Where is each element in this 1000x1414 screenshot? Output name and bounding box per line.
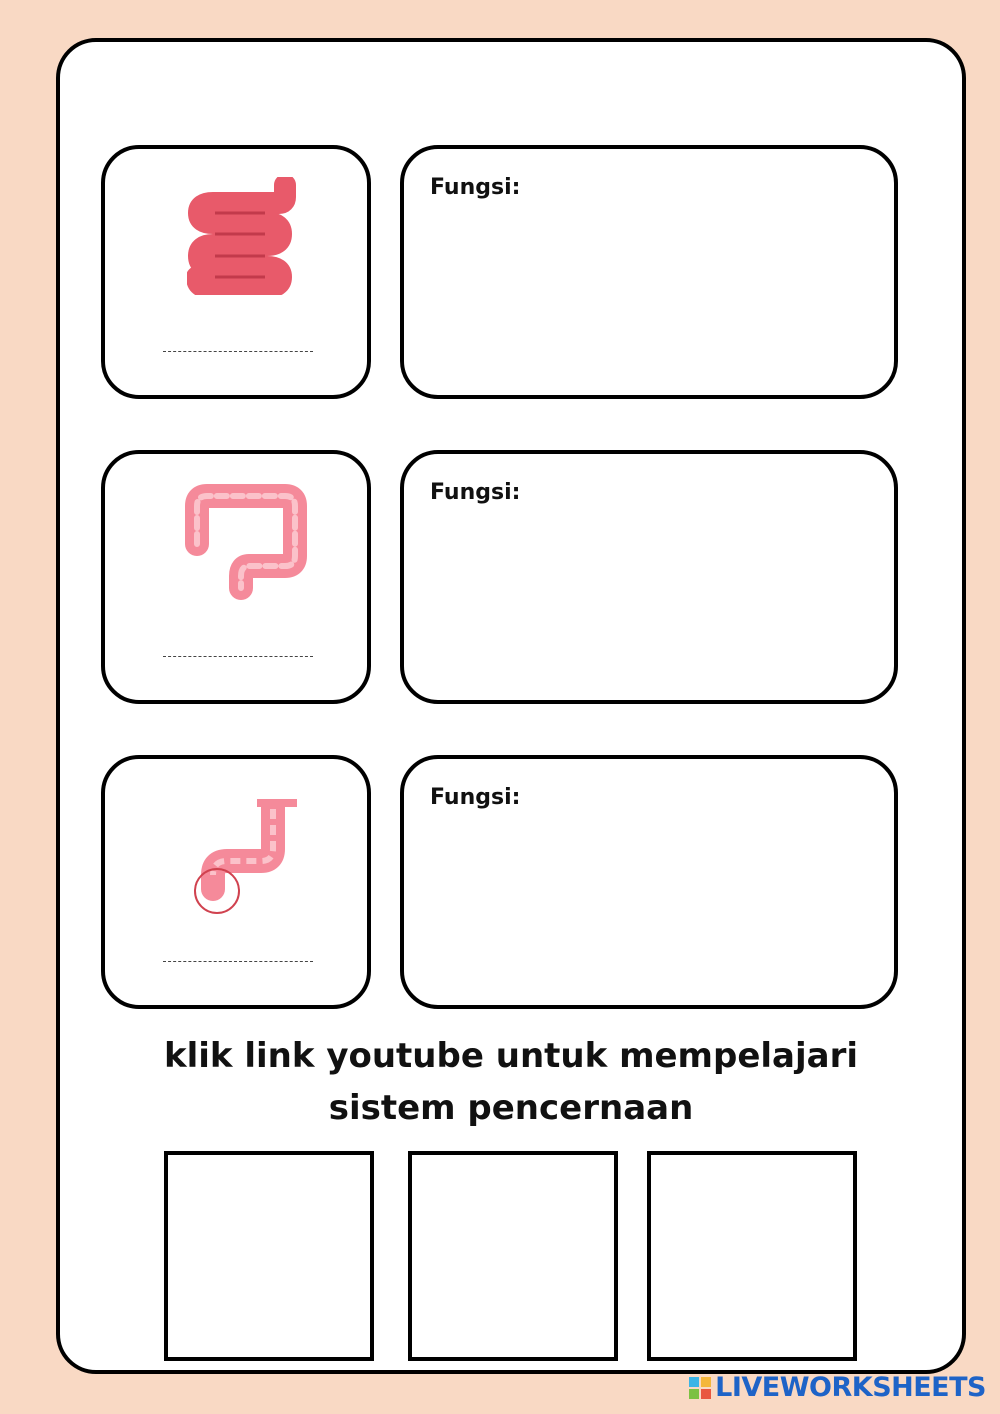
liveworksheets-grid-icon bbox=[689, 1377, 711, 1399]
function-card-1[interactable] bbox=[400, 145, 898, 399]
answer-blank-1[interactable] bbox=[163, 351, 313, 352]
instruction-line-1: klik link youtube untuk mempelajari bbox=[164, 1036, 858, 1076]
function-label: Fungsi: bbox=[430, 480, 521, 505]
youtube-link-box-1[interactable] bbox=[164, 1151, 374, 1361]
brand-name: LIVEWORKSHEETS bbox=[715, 1372, 986, 1403]
youtube-link-box-2[interactable] bbox=[408, 1151, 618, 1361]
youtube-link-box-3[interactable] bbox=[647, 1151, 857, 1361]
answer-blank-2[interactable] bbox=[163, 656, 313, 657]
small-intestine-icon bbox=[187, 177, 297, 295]
organ-card-rectum bbox=[101, 755, 371, 1009]
rectum-icon bbox=[187, 799, 307, 925]
organ-card-small-intestine bbox=[101, 145, 371, 399]
instruction-text bbox=[56, 1030, 966, 1134]
function-label: Fungsi: bbox=[430, 785, 521, 810]
liveworksheets-logo bbox=[689, 1372, 986, 1403]
function-card-3[interactable] bbox=[400, 755, 898, 1009]
function-label: Fungsi: bbox=[430, 175, 521, 200]
organ-card-large-intestine bbox=[101, 450, 371, 704]
instruction-line-2: sistem pencernaan bbox=[328, 1088, 694, 1128]
function-card-2[interactable] bbox=[400, 450, 898, 704]
answer-blank-3[interactable] bbox=[163, 961, 313, 962]
large-intestine-icon bbox=[177, 484, 307, 602]
